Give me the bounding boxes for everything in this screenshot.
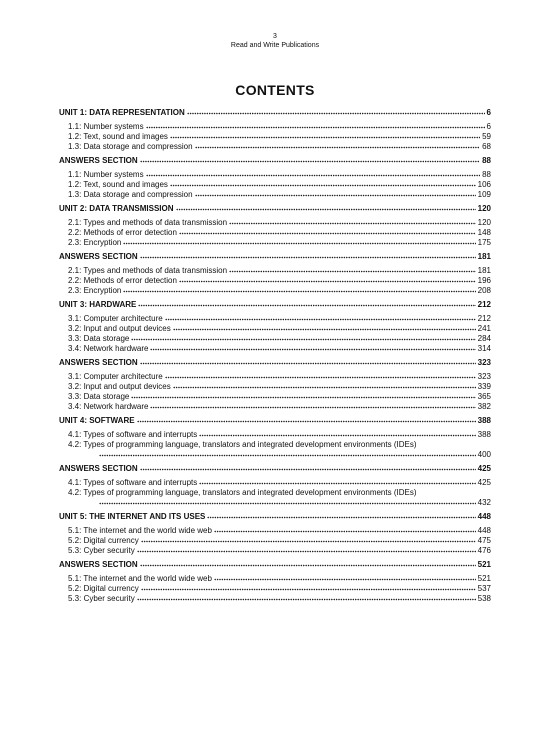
- toc-entry: [59, 392, 491, 402]
- publisher-name: Read and Write Publications: [230, 42, 320, 49]
- toc-page-number: 284: [477, 334, 491, 343]
- toc-page-number: 425: [477, 464, 491, 473]
- toc-entry: [59, 498, 491, 508]
- dot-leader: [99, 499, 476, 505]
- toc-heading: [59, 156, 491, 166]
- toc-entry: [59, 478, 491, 488]
- toc-entry-label: 1.2: Text, sound and images: [68, 132, 168, 141]
- toc-entry: [59, 536, 491, 546]
- toc-entry-label: 4.1: Types of software and interrupts: [68, 430, 198, 439]
- toc-entry-label: 3.1: Computer architecture: [68, 372, 163, 381]
- toc-page-number: 109: [477, 190, 491, 199]
- toc-page-number: 323: [477, 372, 491, 381]
- toc-page-number: 339: [477, 382, 491, 391]
- toc-entry-label: ANSWERS SECTION: [59, 560, 138, 569]
- dot-leader: [140, 465, 476, 471]
- toc-entry-label: 2.3: Encryption: [68, 238, 122, 247]
- dot-leader: [176, 205, 476, 211]
- toc-page-number: 212: [477, 314, 491, 323]
- toc-entry-label: UNIT 4: SOFTWARE: [59, 416, 135, 425]
- toc-page-number: 475: [477, 536, 491, 545]
- toc-entry: [59, 402, 491, 412]
- toc-heading: [59, 416, 491, 426]
- toc-page-number: 382: [477, 402, 491, 411]
- toc-entry: [59, 488, 491, 498]
- toc-entry: [59, 238, 491, 248]
- toc-entry: [59, 546, 491, 556]
- toc-entry: [59, 526, 491, 536]
- toc-entry-label: 4.2: Types of programming language, translators and integrated development environments (IDEs): [68, 440, 417, 449]
- toc-page-number: 388: [477, 430, 491, 439]
- dot-leader: [214, 575, 476, 581]
- dot-leader: [140, 561, 476, 567]
- dot-leader: [199, 431, 475, 437]
- dot-leader: [170, 181, 476, 187]
- toc-page-number: 314: [477, 344, 491, 353]
- toc-page-number: 400: [477, 450, 491, 459]
- toc-heading: [59, 512, 491, 522]
- toc-entry: [59, 574, 491, 584]
- toc-entry-label: 3.2: Input and output devices: [68, 324, 171, 333]
- toc-entry: [59, 228, 491, 238]
- toc-entry: [59, 450, 491, 460]
- toc-heading: [59, 252, 491, 262]
- toc-page-number: 59: [482, 132, 491, 141]
- toc-page-number: 208: [477, 286, 491, 295]
- toc-entry-label: 2.2: Methods of error detection: [68, 276, 177, 285]
- toc-entry: [59, 266, 491, 276]
- dot-leader: [187, 109, 485, 115]
- dot-leader: [173, 325, 476, 331]
- page-number: 3: [273, 33, 277, 40]
- toc-entry-label: UNIT 1: DATA REPRESENTATION: [59, 108, 185, 117]
- dot-leader: [141, 537, 476, 543]
- toc-entry-label: 3.3: Data storage: [68, 334, 130, 343]
- dot-leader: [138, 301, 475, 307]
- toc-heading: [59, 108, 491, 118]
- toc-entry-label: 1.3: Data storage and compression: [68, 142, 193, 151]
- toc-page-number: 323: [477, 358, 491, 367]
- toc-entry-label: 5.3: Cyber security: [68, 594, 135, 603]
- toc-entry: [59, 180, 491, 190]
- table-of-contents: [59, 108, 491, 608]
- toc-entry-label: 5.2: Digital currency: [68, 536, 139, 545]
- dot-leader: [123, 239, 475, 245]
- toc-entry-label: 2.3: Encryption: [68, 286, 122, 295]
- toc-entry-label: UNIT 3: HARDWARE: [59, 300, 137, 309]
- toc-entry-label: 1.1: Number systems: [68, 170, 144, 179]
- toc-entry-label: 3.4: Network hardware: [68, 344, 149, 353]
- dot-leader: [199, 479, 475, 485]
- toc-page-number: 6: [486, 108, 491, 117]
- toc-entry-label: ANSWERS SECTION: [59, 358, 138, 367]
- toc-page-number: 68: [482, 142, 491, 151]
- dot-leader: [195, 143, 481, 149]
- toc-page-number: 538: [477, 594, 491, 603]
- toc-entry-label: 1.2: Text, sound and images: [68, 180, 168, 189]
- toc-page-number: 521: [477, 560, 491, 569]
- toc-heading: [59, 358, 491, 368]
- toc-entry: [59, 132, 491, 142]
- toc-entry: [59, 594, 491, 604]
- toc-entry: [59, 372, 491, 382]
- toc-entry: [59, 430, 491, 440]
- toc-entry: [59, 170, 491, 180]
- toc-page-number: 521: [477, 574, 491, 583]
- dot-leader: [137, 417, 476, 423]
- toc-page-number: 448: [477, 526, 491, 535]
- dot-leader: [214, 527, 476, 533]
- dot-leader: [179, 277, 476, 283]
- dot-leader: [140, 253, 476, 259]
- toc-entry-label: 5.3: Cyber security: [68, 546, 135, 555]
- dot-leader: [146, 171, 481, 177]
- dot-leader: [165, 373, 476, 379]
- dot-leader: [179, 229, 476, 235]
- toc-page-number: 241: [477, 324, 491, 333]
- dot-leader: [137, 595, 476, 601]
- toc-entry-label: 3.4: Network hardware: [68, 402, 149, 411]
- toc-entry-label: 5.1: The internet and the world wide web: [68, 574, 212, 583]
- toc-page-number: 196: [477, 276, 491, 285]
- toc-entry: [59, 276, 491, 286]
- toc-page-number: 88: [482, 156, 491, 165]
- toc-entry-label: 3.1: Computer architecture: [68, 314, 163, 323]
- toc-entry: [59, 314, 491, 324]
- dot-leader: [170, 133, 480, 139]
- dot-leader: [195, 191, 476, 197]
- toc-heading: [59, 300, 491, 310]
- toc-page-number: 6: [486, 122, 491, 131]
- toc-page-number: 106: [477, 180, 491, 189]
- toc-entry: [59, 324, 491, 334]
- toc-heading: [59, 464, 491, 474]
- dot-leader: [99, 451, 476, 457]
- dot-leader: [140, 157, 480, 163]
- toc-entry-label: 5.2: Digital currency: [68, 584, 139, 593]
- toc-page-number: 365: [477, 392, 491, 401]
- dot-leader: [137, 547, 476, 553]
- toc-page-number: 181: [477, 266, 491, 275]
- toc-entry: [59, 218, 491, 228]
- dot-leader: [146, 123, 485, 129]
- toc-entry-label: 2.2: Methods of error detection: [68, 228, 177, 237]
- toc-entry-label: UNIT 2: DATA TRANSMISSION: [59, 204, 174, 213]
- toc-page-number: 425: [477, 478, 491, 487]
- toc-page-number: 212: [477, 300, 491, 309]
- toc-entry: [59, 142, 491, 152]
- toc-entry: [59, 190, 491, 200]
- toc-page-number: 181: [477, 252, 491, 261]
- dot-leader: [229, 219, 476, 225]
- dot-leader: [141, 585, 476, 591]
- toc-entry: [59, 286, 491, 296]
- toc-entry-label: 2.1: Types and methods of data transmission: [68, 266, 228, 275]
- toc-page-number: 175: [477, 238, 491, 247]
- dot-leader: [123, 287, 475, 293]
- toc-entry: [59, 334, 491, 344]
- toc-heading: [59, 204, 491, 214]
- toc-entry-label: 1.1: Number systems: [68, 122, 144, 131]
- toc-entry-label: ANSWERS SECTION: [59, 464, 138, 473]
- dot-leader: [229, 267, 476, 273]
- toc-entry: [59, 382, 491, 392]
- dot-leader: [131, 393, 475, 399]
- toc-page-number: 148: [477, 228, 491, 237]
- dot-leader: [140, 359, 476, 365]
- toc-entry: [59, 440, 491, 450]
- toc-entry-label: 4.2: Types of programming language, translators and integrated development environments (IDEs): [68, 488, 417, 497]
- dot-leader: [165, 315, 476, 321]
- toc-entry-label: ANSWERS SECTION: [59, 156, 138, 165]
- toc-page-number: 88: [482, 170, 491, 179]
- toc-page-number: 120: [477, 204, 491, 213]
- dot-leader: [131, 335, 475, 341]
- toc-page-number: 476: [477, 546, 491, 555]
- dot-leader: [150, 345, 475, 351]
- toc-entry-label: 5.1: The internet and the world wide web: [68, 526, 212, 535]
- toc-page-number: 388: [477, 416, 491, 425]
- toc-entry: [59, 584, 491, 594]
- dot-leader: [207, 513, 475, 519]
- toc-entry: [59, 344, 491, 354]
- toc-entry-label: ANSWERS SECTION: [59, 252, 138, 261]
- toc-page-number: 537: [477, 584, 491, 593]
- dot-leader: [150, 403, 475, 409]
- toc-page-number: 120: [477, 218, 491, 227]
- toc-entry-label: 4.1: Types of software and interrupts: [68, 478, 198, 487]
- toc-entry-label: 1.3: Data storage and compression: [68, 190, 193, 199]
- toc-heading: [59, 560, 491, 570]
- dot-leader: [173, 383, 476, 389]
- toc-page-number: 448: [477, 512, 491, 521]
- toc-entry-label: UNIT 5: THE INTERNET AND ITS USES: [59, 512, 206, 521]
- toc-page-number: 432: [477, 498, 491, 507]
- toc-entry-label: 3.3: Data storage: [68, 392, 130, 401]
- page-title: CONTENTS: [235, 82, 315, 98]
- toc-entry-label: 3.2: Input and output devices: [68, 382, 171, 391]
- toc-entry-label: 2.1: Types and methods of data transmission: [68, 218, 228, 227]
- toc-entry: [59, 122, 491, 132]
